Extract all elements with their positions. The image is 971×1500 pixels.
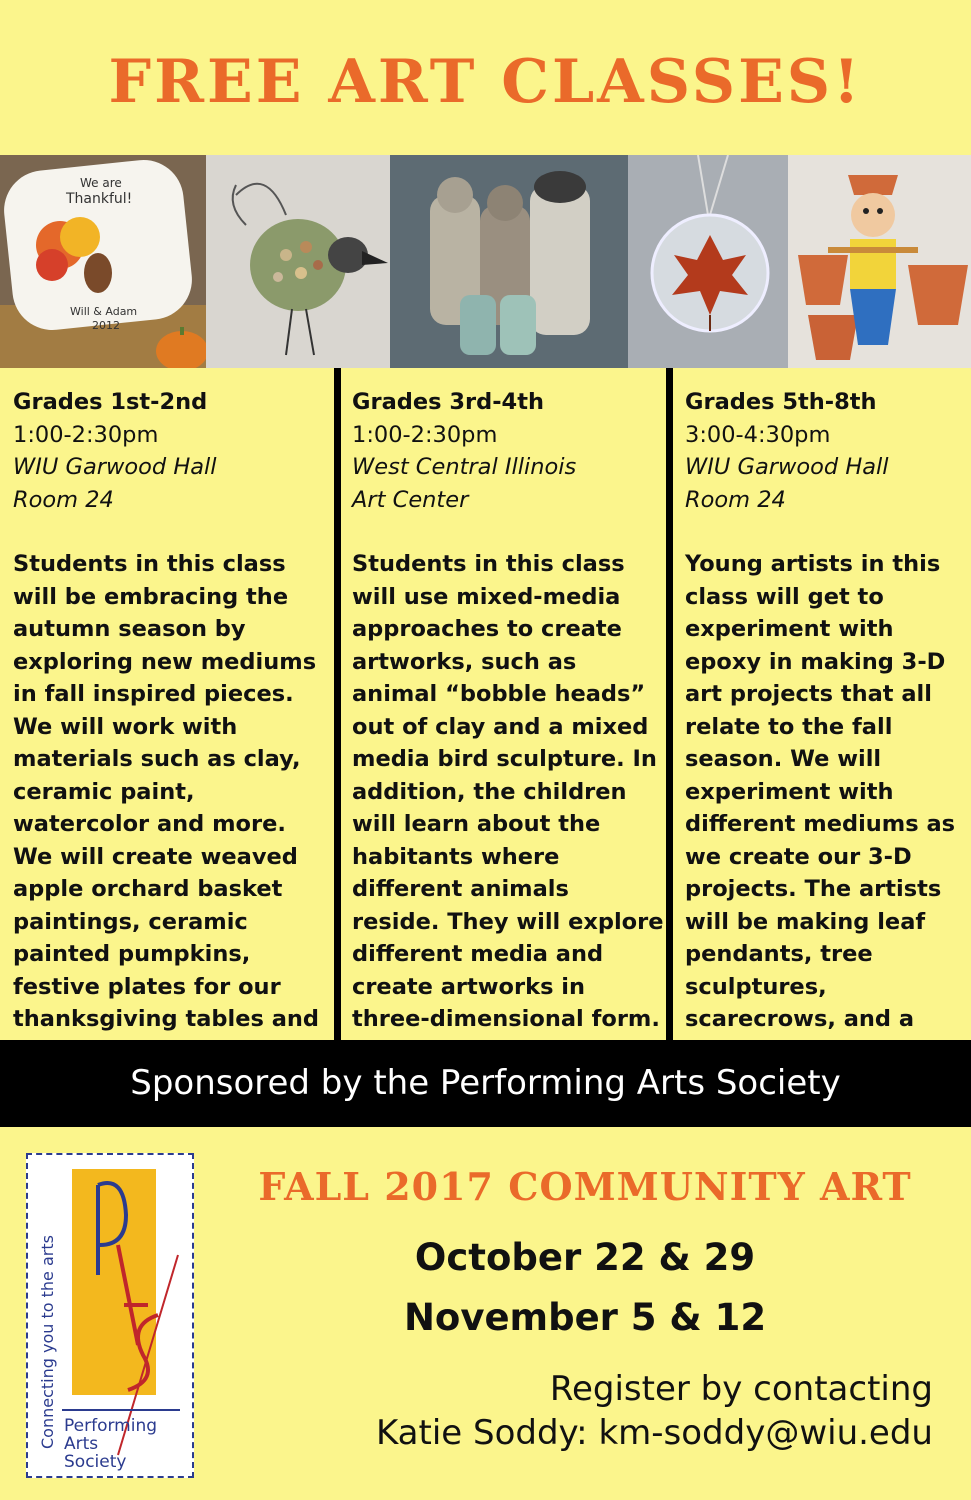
- event-dates: [205, 1228, 965, 1348]
- bird-sculpture-photo: [206, 155, 390, 368]
- class-grade: Grades 5th-8th: [685, 389, 877, 415]
- event-date-line: October 22 & 29: [414, 1236, 756, 1279]
- class-column-grades-1-2: [13, 386, 331, 1068]
- photo-strip: [0, 155, 971, 368]
- pas-logo: [26, 1153, 194, 1478]
- class-location: Room 24: [685, 486, 786, 513]
- register-contact: Katie Soddy: km-soddy@wiu.edu: [375, 1413, 933, 1453]
- class-location: West Central Illinois: [352, 454, 577, 480]
- plate-text: 2012: [92, 319, 120, 332]
- logo-org-line: Society: [64, 1452, 127, 1472]
- plate-text: We are: [80, 176, 122, 190]
- scarecrow-photo: [788, 155, 971, 368]
- register-line: Register by contacting: [549, 1369, 933, 1409]
- logo-rule: [62, 1409, 180, 1411]
- class-time: 1:00-2:30pm: [352, 421, 498, 448]
- sponsor-banner: Sponsored by the Performing Arts Society: [0, 1040, 971, 1127]
- column-divider: [666, 368, 673, 1040]
- class-grade: Grades 3rd-4th: [352, 389, 544, 415]
- column-divider: [334, 368, 341, 1040]
- plate-text: Thankful!: [66, 191, 133, 207]
- registration-info: [376, 1367, 933, 1455]
- class-columns: [0, 368, 971, 1040]
- class-column-grades-3-4: [352, 386, 664, 1036]
- logo-org-name: [64, 1417, 157, 1471]
- event-date-line: November 5 & 12: [403, 1296, 767, 1339]
- class-grade: Grades 1st-2nd: [13, 389, 208, 415]
- class-time: 3:00-4:30pm: [685, 421, 831, 448]
- logo-org-line: Performing: [64, 1416, 158, 1436]
- plate-photo: [0, 155, 206, 368]
- class-location: Art Center: [352, 486, 469, 513]
- class-location: Room 24: [13, 486, 114, 513]
- class-column-grades-5-8: [685, 386, 967, 1068]
- class-description: Students in this class will use mixed-media approaches to create artworks, such as animal “bobble heads” out of clay and a mixed media bird sculpture. In addition, the children will learn about the habitants where different animals reside. They will explore different media and create artworks in three-dimensional form.: [352, 551, 664, 1032]
- page-title: FREE ART CLASSES!: [108, 47, 863, 117]
- leaf-pendant-photo: [628, 155, 788, 368]
- logo-tagline: Connecting you to the arts: [38, 1235, 57, 1449]
- class-location: WIU Garwood Hall: [685, 454, 889, 480]
- class-time: 1:00-2:30pm: [13, 421, 159, 448]
- class-location: WIU Garwood Hall: [13, 454, 217, 480]
- class-description: Young artists in this class will get to experiment with epoxy in making 3-D art projects that all relate to the fall season. We will experiment with different mediums as we create our 3-D projects. The artists will be making leaf pendants, tree sculptures, scarecrows, and a: [685, 551, 956, 1032]
- plate-text: Will & Adam: [70, 305, 138, 318]
- event-title: FALL 2017 COMMUNITY ART: [258, 1164, 912, 1209]
- class-description: Students in this class will be embracing the autumn season by exploring new mediums in fall inspired pieces. We will work with materials such as clay, ceramic paint, watercolor and more. We will create weaved apple orchard basket paintings, ceramic painted pumpkins, festive plates for our thanksgiving tables and: [13, 551, 320, 1032]
- clay-animals-photo: [390, 155, 628, 368]
- logo-org-line: Arts: [64, 1434, 99, 1454]
